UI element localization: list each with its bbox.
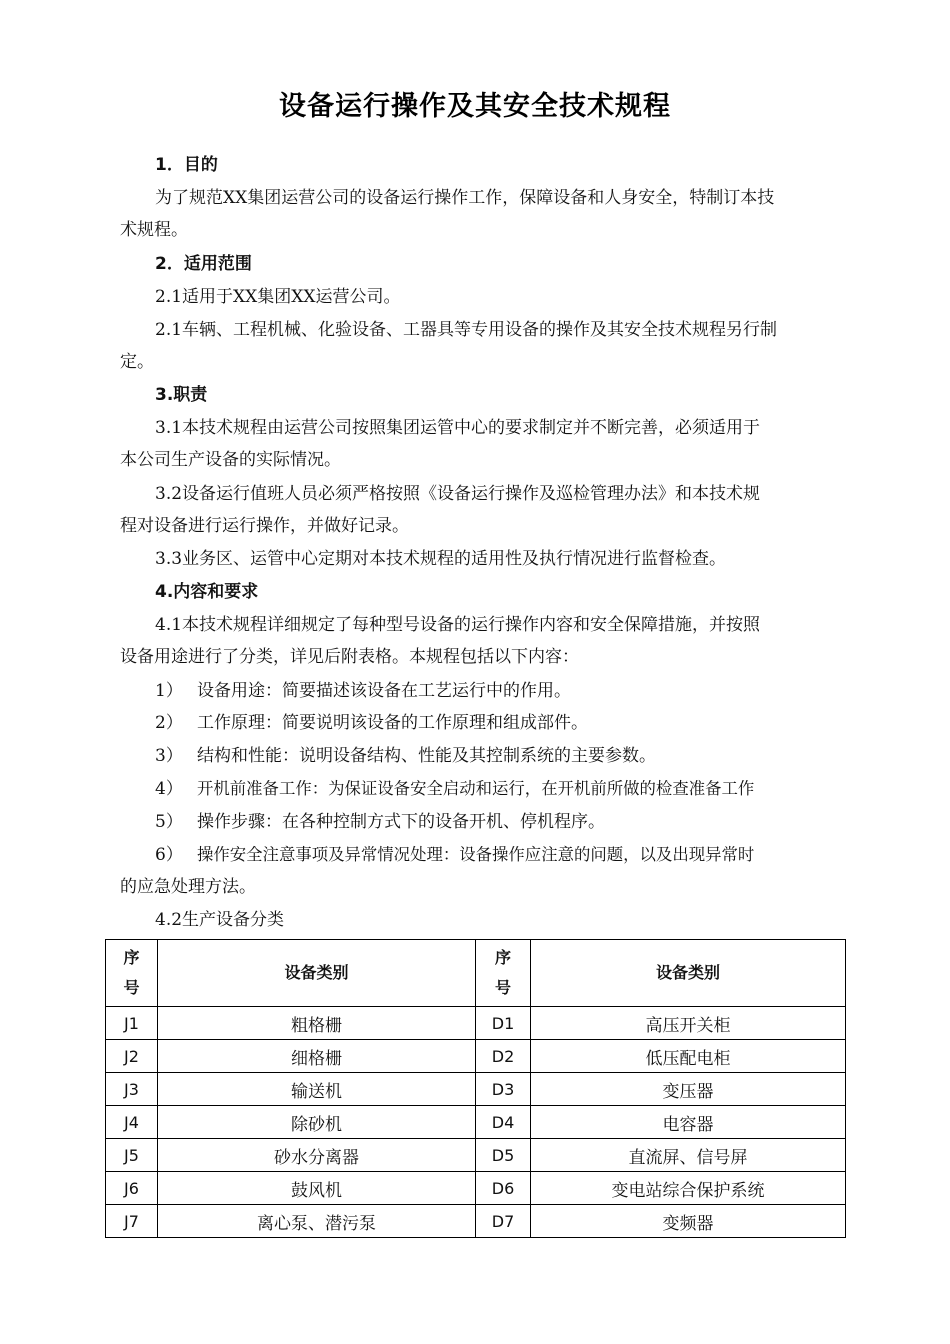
table-row xyxy=(106,1139,846,1172)
cell-name-right: 变压器 xyxy=(531,1073,846,1106)
cell-name-left: 细格栅 xyxy=(158,1040,476,1073)
section-2-2: 2.1车辆、工程机械、化验设备、工器具等专用设备的操作及其安全技术规程另行制 xyxy=(155,320,778,340)
table-row xyxy=(106,1172,846,1205)
cell-name-right: 直流屏、信号屏 xyxy=(531,1139,846,1172)
cell-name-left: 砂水分离器 xyxy=(158,1139,476,1172)
section-3-2: 3.2设备运行值班人员必须严格按照《设备运行操作及巡检管理办法》和本技术规 xyxy=(155,484,761,504)
section-4-1: 4.1本技术规程详细规定了每种型号设备的运行操作内容和安全保障措施，并按照 xyxy=(155,615,761,635)
section-2-2-cont: 定。 xyxy=(120,352,154,372)
cell-code-right: D5 xyxy=(476,1139,531,1172)
cell-name-right: 电容器 xyxy=(531,1106,846,1139)
cell-code-left: J2 xyxy=(106,1040,158,1073)
list-item-6-cont: 的应急处理方法。 xyxy=(120,877,256,897)
table-row xyxy=(106,1007,846,1040)
list-item-number: 6） xyxy=(155,845,183,865)
cell-code-left: J7 xyxy=(106,1205,158,1238)
list-item-number: 4） xyxy=(155,779,183,799)
section-4-1-cont: 设备用途进行了分类，详见后附表格。本规程包括以下内容： xyxy=(120,647,579,667)
header-seq-char-2: 号 xyxy=(123,978,140,997)
list-item-text: 工作原理：简要说明该设备的工作原理和组成部件。 xyxy=(197,713,588,733)
cell-code-right: D2 xyxy=(476,1040,531,1073)
section-4-heading: 4.内容和要求 xyxy=(155,582,259,602)
section-3-1-cont: 本公司生产设备的实际情况。 xyxy=(120,450,341,470)
list-item-number: 5） xyxy=(155,812,183,832)
cell-name-left: 离心泵、潜污泵 xyxy=(158,1205,476,1238)
cell-name-left: 除砂机 xyxy=(158,1106,476,1139)
table-row xyxy=(106,1205,846,1238)
section-4-2: 4.2生产设备分类 xyxy=(155,910,285,930)
section-1-paragraph-cont: 术规程。 xyxy=(120,220,188,240)
header-seq-char-1: 序 xyxy=(494,948,511,967)
list-item-number: 1） xyxy=(155,681,183,701)
cell-name-right: 变频器 xyxy=(531,1205,846,1238)
table-header-row xyxy=(106,940,846,1007)
list-item-number: 3） xyxy=(155,746,183,766)
cell-code-right: D3 xyxy=(476,1073,531,1106)
section-2-1: 2.1适用于XX集团XX运营公司。 xyxy=(155,287,401,307)
cell-code-right: D6 xyxy=(476,1172,531,1205)
cell-code-left: J1 xyxy=(106,1007,158,1040)
equipment-category-table xyxy=(105,939,846,1238)
cell-code-right: D7 xyxy=(476,1205,531,1238)
section-1-paragraph: 为了规范XX集团运营公司的设备运行操作工作，保障设备和人身安全，特制订本技 xyxy=(155,188,775,208)
cell-name-right: 高压开关柜 xyxy=(531,1007,846,1040)
list-item-text: 操作安全注意事项及异常情况处理：设备操作应注意的问题，以及出现异常时 xyxy=(197,845,755,864)
document-title: 设备运行操作及其安全技术规程 xyxy=(279,91,671,122)
section-1-heading: 1．目的 xyxy=(155,155,218,175)
header-category-left: 设备类别 xyxy=(158,940,476,1007)
section-2-heading: 2．适用范围 xyxy=(155,254,252,274)
section-3-3: 3.3业务区、运管中心定期对本技术规程的适用性及执行情况进行监督检查。 xyxy=(155,549,727,569)
cell-name-right: 变电站综合保护系统 xyxy=(531,1172,846,1205)
cell-code-left: J5 xyxy=(106,1139,158,1172)
header-seq-char-2: 号 xyxy=(494,978,511,997)
list-item-text: 开机前准备工作：为保证设备安全启动和运行，在开机前所做的检查准备工作 xyxy=(197,779,755,798)
cell-code-left: J4 xyxy=(106,1106,158,1139)
section-3-heading: 3.职责 xyxy=(155,385,208,405)
cell-name-left: 鼓风机 xyxy=(158,1172,476,1205)
header-seq-left xyxy=(106,940,158,1007)
cell-code-right: D1 xyxy=(476,1007,531,1040)
cell-name-right: 低压配电柜 xyxy=(531,1040,846,1073)
list-item-text: 操作步骤：在各种控制方式下的设备开机、停机程序。 xyxy=(197,812,605,832)
section-3-2-cont: 程对设备进行运行操作，并做好记录。 xyxy=(120,516,409,536)
header-seq-right xyxy=(476,940,531,1007)
section-3-1: 3.1本技术规程由运营公司按照集团运管中心的要求制定并不断完善，必须适用于 xyxy=(155,418,761,438)
list-item-text: 结构和性能：说明设备结构、性能及其控制系统的主要参数。 xyxy=(197,746,656,766)
cell-name-left: 粗格栅 xyxy=(158,1007,476,1040)
table-row xyxy=(106,1073,846,1106)
table-row xyxy=(106,1106,846,1139)
header-seq-char-1: 序 xyxy=(123,948,140,967)
list-item-number: 2） xyxy=(155,713,183,733)
cell-name-left: 输送机 xyxy=(158,1073,476,1106)
cell-code-left: J6 xyxy=(106,1172,158,1205)
table-row xyxy=(106,1040,846,1073)
list-item-text: 设备用途：简要描述该设备在工艺运行中的作用。 xyxy=(197,681,571,701)
cell-code-left: J3 xyxy=(106,1073,158,1106)
cell-code-right: D4 xyxy=(476,1106,531,1139)
header-category-right: 设备类别 xyxy=(531,940,846,1007)
